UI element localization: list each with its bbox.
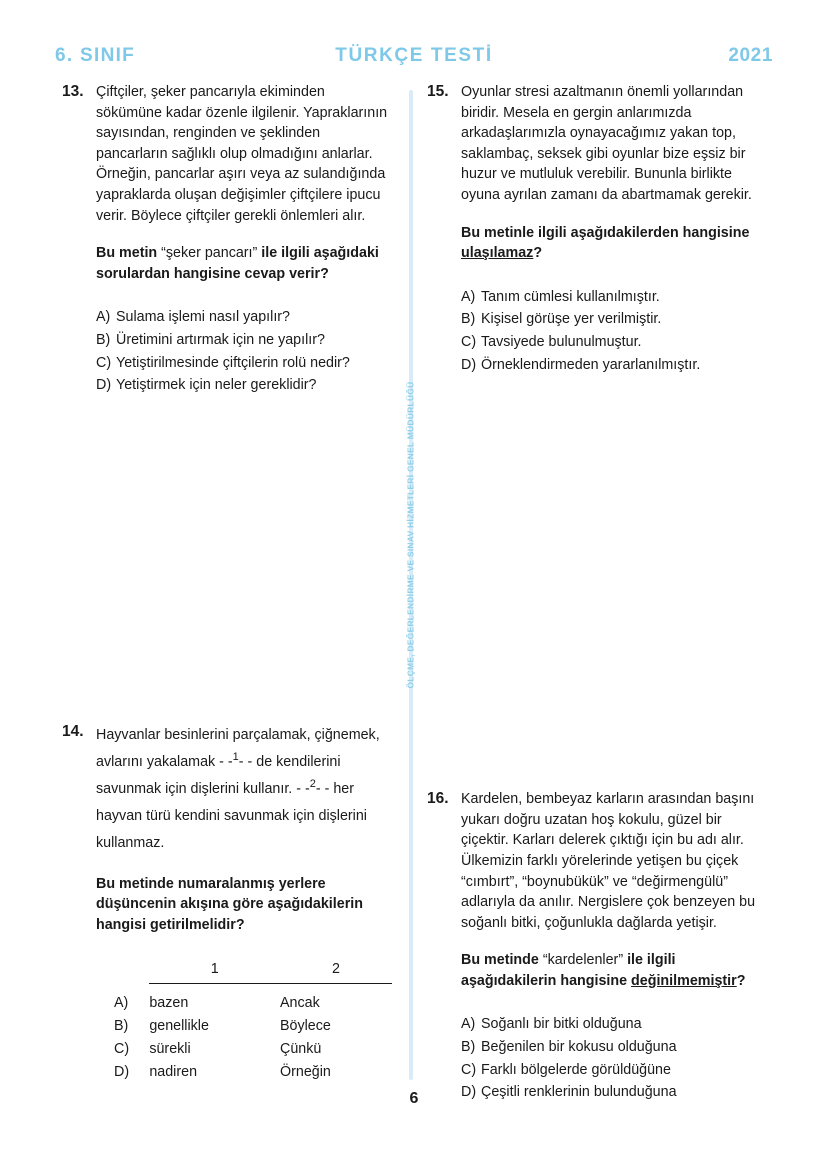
column-rule-2 xyxy=(280,983,392,992)
question-13 xyxy=(62,82,392,397)
left-column xyxy=(62,82,392,1084)
option-c-text: Farklı bölgelerde görüldüğüne xyxy=(481,1061,671,1078)
option-a-letter: A) xyxy=(461,288,476,305)
question-13-prompt-post: ile ilgili aşağıdaki sorulardan hangisine cevap verir? xyxy=(96,245,379,282)
option-a-text: Sulama işlemi nasıl yapılır? xyxy=(116,309,291,326)
question-14-number: 14. xyxy=(62,722,84,740)
row-b-col2: Böylece xyxy=(280,1017,331,1034)
year-label: 2021 xyxy=(728,45,773,66)
question-16-prompt-underline: değinilmemiştir xyxy=(631,972,737,989)
option-d[interactable] xyxy=(461,354,757,377)
table-row[interactable] xyxy=(114,1061,392,1084)
option-d-letter: D) xyxy=(96,377,112,394)
question-13-number: 13. xyxy=(62,83,84,100)
option-b[interactable] xyxy=(96,329,392,352)
option-a-text: Tanım cümlesi kullanılmıştır. xyxy=(481,288,660,305)
table-row[interactable] xyxy=(114,992,392,1015)
column-header-1: 1 xyxy=(210,960,219,977)
row-d-col1: nadiren xyxy=(149,1063,198,1080)
row-c-letter: C) xyxy=(114,1040,130,1057)
question-14-blank-2-number: 2 xyxy=(309,777,316,790)
question-16-prompt-post: ? xyxy=(736,972,746,989)
option-d[interactable] xyxy=(96,374,392,397)
question-14-answer-table xyxy=(114,958,392,1084)
question-15-number: 15. xyxy=(427,83,449,100)
option-c-text: Tavsiyede bulunulmuştur. xyxy=(481,333,642,350)
question-15-passage: Oyunlar stresi azaltmanın önemli yollarından biridir. Mesela en gergin anlarımızda arkadaşlarımızla oynayacağımız yakan top, saklambaç, seksek gibi oyunlar bize eşsiz bir huzur ve mutluluk verebilir. Bununla birlikte oyuna ayrılan zamanı da abartmamak gerekir. xyxy=(461,84,752,203)
option-b-text: Kişisel görüşe yer verilmiştir. xyxy=(481,311,662,328)
question-13-passage: Çiftçiler, şeker pancarıyla ekiminden sökümüne kadar özenle ilgilenir. Yapraklarının sayısından, renginden ve şeklinden pancarların sağlıklı olup olmadığını anlarlar. Örneğin, pancarlar aşırı veya az sulandığında yapraklarda oluşan değişimler çiftçilere ipucu verir. Böylece çiftçiler gerekli önlemleri alır. xyxy=(96,84,388,224)
right-column xyxy=(427,82,757,1104)
rule-spacer xyxy=(114,983,149,992)
row-d-letter: D) xyxy=(114,1063,130,1080)
option-a[interactable] xyxy=(461,286,757,309)
option-b-letter: B) xyxy=(461,311,476,328)
option-c[interactable] xyxy=(461,1059,757,1082)
row-a-col2: Ancak xyxy=(280,994,320,1011)
option-a[interactable] xyxy=(96,306,392,329)
question-14-passage-part3: - - her hayvan türü kendini savunmak için dişlerini kullanmaz. xyxy=(96,780,367,851)
option-a-text: Soğanlı bir bitki olduğuna xyxy=(481,1016,642,1033)
question-16 xyxy=(427,789,757,1104)
option-c-letter: C) xyxy=(461,333,477,350)
question-16-prompt-quoted: “kardelenler” xyxy=(542,952,624,969)
option-c[interactable] xyxy=(96,352,392,375)
question-16-prompt-mid: ile ilgili aşağıdakilerin hangisine xyxy=(461,952,676,989)
option-a-letter: A) xyxy=(461,1016,476,1033)
option-b-letter: B) xyxy=(96,331,111,348)
row-b-col1: genellikle xyxy=(149,1017,209,1034)
option-a[interactable] xyxy=(461,1013,757,1036)
question-16-prompt-pre: Bu metinde xyxy=(461,952,543,969)
question-15-prompt-pre: Bu metinle ilgili aşağıdakilerden hangisine xyxy=(461,224,750,241)
row-a-letter: A) xyxy=(114,994,129,1011)
option-c[interactable] xyxy=(461,331,757,354)
question-16-prompt xyxy=(461,950,757,991)
question-13-prompt-pre: Bu metin xyxy=(96,245,162,262)
option-d-text: Yetiştirmek için neler gereklidir? xyxy=(116,377,317,394)
option-b[interactable] xyxy=(461,308,757,331)
option-d-letter: D) xyxy=(461,356,477,373)
question-16-number: 16. xyxy=(427,790,449,808)
table-rule-row xyxy=(114,983,392,992)
column-rule-1 xyxy=(149,983,280,992)
option-c-letter: C) xyxy=(96,354,112,371)
option-b-text: Beğenilen bir kokusu olduğuna xyxy=(481,1039,677,1056)
question-13-options xyxy=(96,306,392,396)
question-13-prompt xyxy=(96,243,392,284)
option-c-letter: C) xyxy=(461,1061,477,1078)
option-b[interactable] xyxy=(461,1036,757,1059)
row-d-col2: Örneğin xyxy=(280,1063,331,1080)
option-b-letter: B) xyxy=(461,1039,476,1056)
table-header-row xyxy=(114,958,392,983)
vertical-watermark-text: ÖLÇME, DEĞERLENDİRME VE SINAV HİZMETLERİ GENEL MÜDÜRLÜĞÜ xyxy=(405,381,415,689)
question-14-blank-1-number: 1 xyxy=(232,750,239,763)
question-14 xyxy=(62,722,392,1084)
table-row[interactable] xyxy=(114,1038,392,1061)
grade-label: 6. SINIF xyxy=(55,45,136,66)
question-14-passage-part2: - - de kendilerini savunmak için dişlerini kullanır. - - xyxy=(96,753,341,797)
row-c-col2: Çünkü xyxy=(280,1040,322,1057)
option-a-letter: A) xyxy=(96,309,111,326)
question-15-prompt-post: ? xyxy=(533,245,543,262)
question-16-passage: Kardelen, bembeyaz karların arasından başını yukarı doğru uzatan hoş kokulu, güzel bir çiçektir. Karları delerek çıktığı için bu adı alır. Ülkemizin farklı yörelerinde yetişen bu çiçek “cımbırt”, “boynubükük” ve “değirmengülü” adlarıyla da anılır. Nergislere çok benzeyen bu soğanlı bitki, çoğunlukla dağlarda yetişir. xyxy=(461,791,756,931)
question-14-prompt: Bu metinde numaralanmış yerlere düşüncenin akışına göre aşağıdakilerin hangisi getirilmelidir? xyxy=(96,875,363,933)
option-d-letter: D) xyxy=(461,1084,477,1101)
page-number: 6 xyxy=(409,1090,419,1107)
column-header-2: 2 xyxy=(332,960,340,977)
option-d-text: Örneklendirmeden yararlanılmıştır. xyxy=(481,356,701,373)
question-15-prompt xyxy=(461,223,757,264)
question-13-prompt-quoted: “şeker pancarı” xyxy=(161,245,258,262)
question-14-passage-part1: Hayvanlar besinlerini parçalamak, çiğnemek, avlarını yakalamak - - xyxy=(96,726,380,770)
table-row[interactable] xyxy=(114,1015,392,1038)
test-title: TÜRKÇE TESTİ xyxy=(335,45,493,66)
option-d-text: Çeşitli renklerinin bulunduğuna xyxy=(481,1084,677,1101)
question-15 xyxy=(427,82,757,376)
question-14-passage xyxy=(96,722,392,857)
option-b-text: Üretimini artırmak için ne yapılır? xyxy=(116,331,325,348)
vertical-watermark xyxy=(398,381,422,720)
question-15-options xyxy=(461,286,757,376)
row-b-letter: B) xyxy=(114,1017,129,1034)
page-header xyxy=(55,42,773,70)
header-spacer xyxy=(114,958,149,983)
row-a-col1: bazen xyxy=(149,994,189,1011)
option-c-text: Yetiştirilmesinde çiftçilerin rolü nedir? xyxy=(116,354,350,371)
question-15-prompt-underline: ulaşılamaz xyxy=(461,245,534,262)
row-c-col1: sürekli xyxy=(149,1040,191,1057)
